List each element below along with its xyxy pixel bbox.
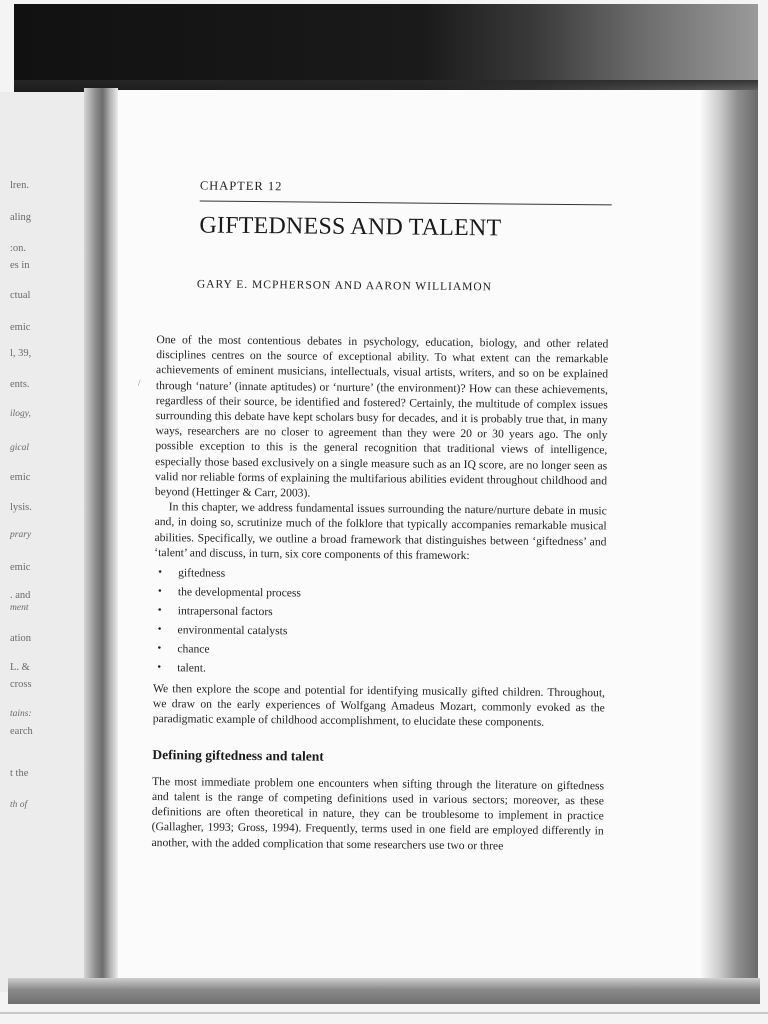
section-heading: Defining giftedness and talent (152, 746, 324, 764)
component-list (153, 563, 606, 681)
facing-page-fragment: tains: (10, 709, 32, 719)
facing-page-fragment: L. & (10, 662, 30, 673)
facing-page-fragment: emic (10, 562, 31, 573)
chapter-body (151, 332, 608, 854)
second-paragraph: In this chapter, we address fundamental issues surrounding the nature/nurture debate in music and, in doing so, scrutinize much of the folklore that typically accompanies remarkable musical abilities. Specifically, we outline a broad framework that distinguishes between ‘giftedness’ and ‘talent’ and discuss, in turn, six core components of this framework: (154, 500, 607, 562)
list-item: • the developmental process (154, 582, 606, 605)
facing-page-fragment: cross (10, 679, 32, 690)
list-item: • giftedness (154, 563, 606, 586)
page-gutter (84, 88, 118, 993)
facing-page-fragment: gical (10, 443, 29, 453)
facing-page-fragment: th of (10, 800, 28, 810)
facing-page-fragment: t the (10, 768, 29, 779)
facing-page-fragment: emic (10, 472, 31, 483)
scan-edge-line (0, 1012, 768, 1014)
chapter-authors: GARY E. MCPHERSON AND AARON WILLIAMON (196, 278, 493, 294)
facing-page-fragment: ilogy, (10, 409, 31, 419)
facing-page-fragment: ents. (10, 379, 30, 390)
facing-page-fragment: emic (10, 322, 31, 333)
facing-page-fragment: ation (10, 633, 31, 644)
facing-page-fragment: aling (10, 212, 31, 223)
facing-page-fragment: lysis. (10, 502, 32, 513)
stray-mark: / (138, 378, 141, 388)
facing-page-fragment: :on. (10, 243, 27, 254)
facing-page-fragment: ment (10, 603, 29, 613)
chapter-label: CHAPTER 12 (199, 178, 283, 194)
facing-page (0, 92, 96, 992)
list-item: • environmental catalysts (153, 620, 605, 643)
list-item: • talent. (153, 658, 605, 681)
facing-page-fragment: lren. (10, 180, 29, 191)
facing-page-fragment: ctual (10, 290, 31, 301)
list-item: • chance (153, 639, 605, 662)
list-item: • intrapersonal factors (154, 601, 606, 624)
facing-page-fragment: . and (10, 590, 31, 601)
facing-page-fragment: es in (10, 260, 30, 271)
facing-page-fragment: l, 39, (10, 348, 32, 359)
third-paragraph: We then explore the scope and potential for identifying musically gifted children. Throughout, we draw on the early experiences of Wolfgang Amadeus Mozart, commonly evoked as the paradigmatic example of childhood accomplishment, to elucidate these components. (152, 682, 606, 730)
scan-shadow-right (700, 90, 758, 995)
facing-page-fragment: prary (10, 530, 32, 540)
scan-shadow-bottom (8, 978, 760, 1004)
fourth-paragraph: The most immediate problem one encounters when sifting through the literature on giftedness and talent is the range of competing definitions used in various sectors; moreover, as these definitions are often theoretical in nature, they can be troublesome to implement in practice (Gallagher, 1993; Gross, 1994). Frequently, terms used in one field are employed differently in another, with the added complication that some researchers use two or three (151, 774, 605, 853)
facing-page-fragment: earch (10, 726, 33, 737)
chapter-title: GIFTEDNESS AND TALENT (199, 212, 502, 242)
intro-paragraph: One of the most contentious debates in psychology, education, biology, and other related disciplines centres on the source of exceptional ability. To what extent can the remarkable achievements of eminent musicians, intellectuals, visual artists, writers, and so on be explained through ‘nature’ (innate aptitudes) or ‘nurture’ (the environment)? How can these achievements, regardless of their source, be identified and fostered? Certainly, the multitude of complex issues surrounding this debate have kept scholars busy for decades, and it is probably true that, in many ways, researchers are no closer to agreement than they were 20 or 30 years ago. The only possible exception to this is the general recognition that traditional views of intelligence, especially those based exclusively on a single measure such as an IQ score, are no longer seen as valid nor reliable forms of explaining the multifarious abilities evident throughout childhood and beyond (Hettinger & Carr, 2003). (154, 333, 609, 500)
